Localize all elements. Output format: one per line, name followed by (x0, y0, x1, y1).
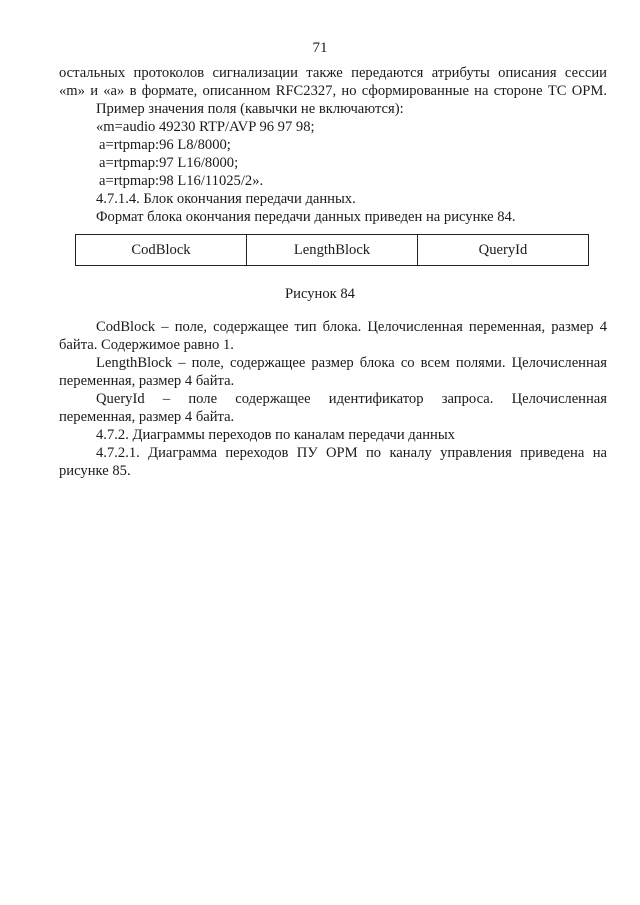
queryid-def-line-2: переменная, размер 4 байта. (59, 409, 235, 425)
codblock-def-line-1: CodBlock – поле, содержащее тип блока. Целочисленная переменная, размер 4 (96, 319, 607, 335)
block-format-table (75, 234, 589, 266)
code-line-2: a=rtpmap:96 L8/8000; (99, 137, 231, 153)
section-4721-line-2: рисунке 85. (59, 463, 131, 479)
intro-line-2: «m» и «a» в формате, описанном RFC2327, но сформированные на стороне ТС ОРМ. (59, 83, 607, 99)
section-4721-line-1: 4.7.2.1. Диаграмма переходов ПУ ОРМ по каналу управления приведена на (96, 445, 607, 461)
format-sentence: Формат блока окончания передачи данных приведен на рисунке 84. (96, 209, 516, 225)
definitions-section (59, 318, 607, 480)
lengthblock-def-line-1: LengthBlock – поле, содержащее размер блока со всем полями. Целочисленная (96, 355, 607, 371)
figure-caption: Рисунок 84 (285, 286, 355, 302)
intro-line-1: остальных протоколов сигнализации также передаются атрибуты описания сессии (59, 65, 607, 81)
intro-paragraph (59, 64, 607, 226)
table-cell-queryid: QueryId (418, 235, 589, 266)
example-label: Пример значения поля (кавычки не включаются): (96, 101, 404, 117)
table-cell-lengthblock: LengthBlock (247, 235, 418, 266)
code-line-1: «m=audio 49230 RTP/AVP 96 97 98; (96, 119, 315, 135)
lengthblock-def-line-2: переменная, размер 4 байта. (59, 373, 235, 389)
codblock-def-line-2: байта. Содержимое равно 1. (59, 337, 234, 353)
table-cell-codblock: CodBlock (76, 235, 247, 266)
section-heading-4714: 4.7.1.4. Блок окончания передачи данных. (96, 191, 356, 207)
table-row (76, 235, 589, 266)
code-line-4: a=rtpmap:98 L16/11025/2». (99, 173, 264, 189)
section-heading-472: 4.7.2. Диаграммы переходов по каналам передачи данных (96, 427, 455, 443)
queryid-def-line-1: QueryId – поле содержащее идентификатор запроса. Целочисленная (96, 391, 607, 407)
code-line-3: a=rtpmap:97 L16/8000; (99, 155, 239, 171)
page-number: 71 (312, 40, 328, 56)
